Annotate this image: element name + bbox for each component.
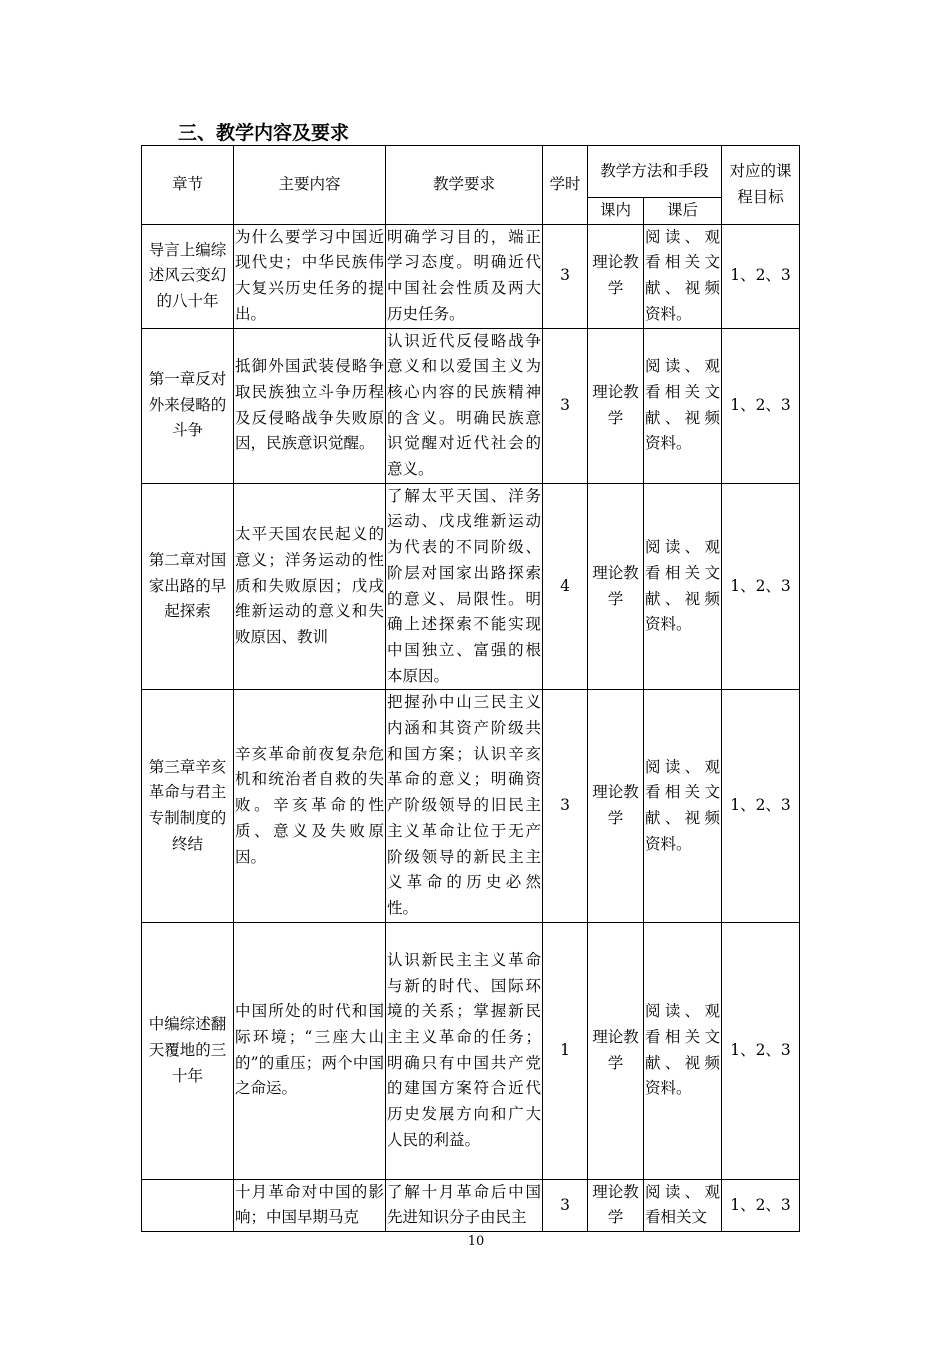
content-cell: 抵御外国武装侵略争取民族独立斗争历程及反侵略战争失败原因，民族意识觉醒。 [234,328,386,483]
hours-cell: 4 [543,483,588,690]
chapter-cell: 第三章辛亥革命与君主专制制度的终结 [142,690,234,922]
chapter-cell: 中编综述翻天覆地的三十年 [142,922,234,1179]
goals-cell: 1、2、3 [722,690,800,922]
table-row [142,224,800,328]
table-row [142,328,800,483]
header-hours: 学时 [543,146,588,225]
chapter-cell: 第二章对国家出路的早起探索 [142,483,234,690]
hours-cell: 3 [543,328,588,483]
page-number: 10 [467,1234,485,1249]
header-goals: 对应的课程目标 [722,146,800,225]
after-class-cell: 阅读、观看相关文献、视频资料。 [644,328,722,483]
in-class-cell: 理论教学 [588,922,644,1179]
course-content-table [141,145,800,1232]
header-methods: 教学方法和手段 [588,146,722,198]
table-row [142,483,800,690]
goals-cell: 1、2、3 [722,328,800,483]
requirement-cell: 把握孙中山三民主义内涵和其资产阶级共和国方案；认识辛亥革命的意义；明确资产阶级领导的旧民主主义革命让位于无产阶级领导的新民主主义革命的历史必然性。 [386,690,543,922]
chapter-cell: 导言上编综述风云变幻的八十年 [142,224,234,328]
hours-cell: 1 [543,922,588,1179]
content-cell: 中国所处的时代和国际环境；“三座大山的”的重压；两个中国之命运。 [234,922,386,1179]
goals-cell: 1、2、3 [722,1179,800,1231]
header-after-class: 课后 [644,198,722,225]
chapter-cell: 第一章反对外来侵略的斗争 [142,328,234,483]
table-row [142,922,800,1179]
header-chapter: 章节 [142,146,234,225]
header-requirement: 教学要求 [386,146,543,225]
requirement-cell: 明确学习目的，端正学习态度。明确近代中国社会性质及两大历史任务。 [386,224,543,328]
section-title: 三、教学内容及要求 [178,122,350,144]
table-header-row [142,146,800,198]
goals-cell: 1、2、3 [722,922,800,1179]
in-class-cell: 理论教学 [588,690,644,922]
in-class-cell: 理论教学 [588,483,644,690]
goals-cell: 1、2、3 [722,483,800,690]
requirement-cell: 认识新民主主义革命与新的时代、国际环境的关系；掌握新民主主义革命的任务；明确只有中国共产党的建国方案符合近代历史发展方向和广大人民的利益。 [386,922,543,1179]
after-class-cell: 阅读、观看相关文献、视频资料。 [644,224,722,328]
hours-cell: 3 [543,690,588,922]
content-cell: 辛亥革命前夜复杂危机和统治者自救的失败。辛亥革命的性质、意义及失败原因。 [234,690,386,922]
after-class-cell: 阅读、观看相关文献、视频资料。 [644,922,722,1179]
header-in-class: 课内 [588,198,644,225]
table-row [142,690,800,922]
after-class-cell: 阅读、观看相关文献、视频资料。 [644,483,722,690]
table-row [142,1179,800,1231]
header-content: 主要内容 [234,146,386,225]
requirement-cell: 了解太平天国、洋务运动、戊戌维新运动为代表的不同阶级、阶层对国家出路探索的意义、局限性。明确上述探索不能实现中国独立、富强的根本原因。 [386,483,543,690]
hours-cell: 3 [543,1179,588,1231]
content-cell: 太平天国农民起义的意义；洋务运动的性质和失败原因；戊戌维新运动的意义和失败原因、教训 [234,483,386,690]
content-cell: 十月革命对中国的影响；中国早期马克 [234,1179,386,1231]
requirement-cell: 认识近代反侵略战争意义和以爱国主义为核心内容的民族精神的含义。明确民族意识觉醒对近代社会的意义。 [386,328,543,483]
chapter-cell [142,1179,234,1231]
after-class-cell: 阅读、观看相关文 [644,1179,722,1231]
in-class-cell: 理论教学 [588,328,644,483]
requirement-cell: 了解十月革命后中国先进知识分子由民主 [386,1179,543,1231]
content-cell: 为什么要学习中国近现代史；中华民族伟大复兴历史任务的提出。 [234,224,386,328]
in-class-cell: 理论教学 [588,1179,644,1231]
hours-cell: 3 [543,224,588,328]
after-class-cell: 阅读、观看相关文献、视频资料。 [644,690,722,922]
in-class-cell: 理论教学 [588,224,644,328]
goals-cell: 1、2、3 [722,224,800,328]
